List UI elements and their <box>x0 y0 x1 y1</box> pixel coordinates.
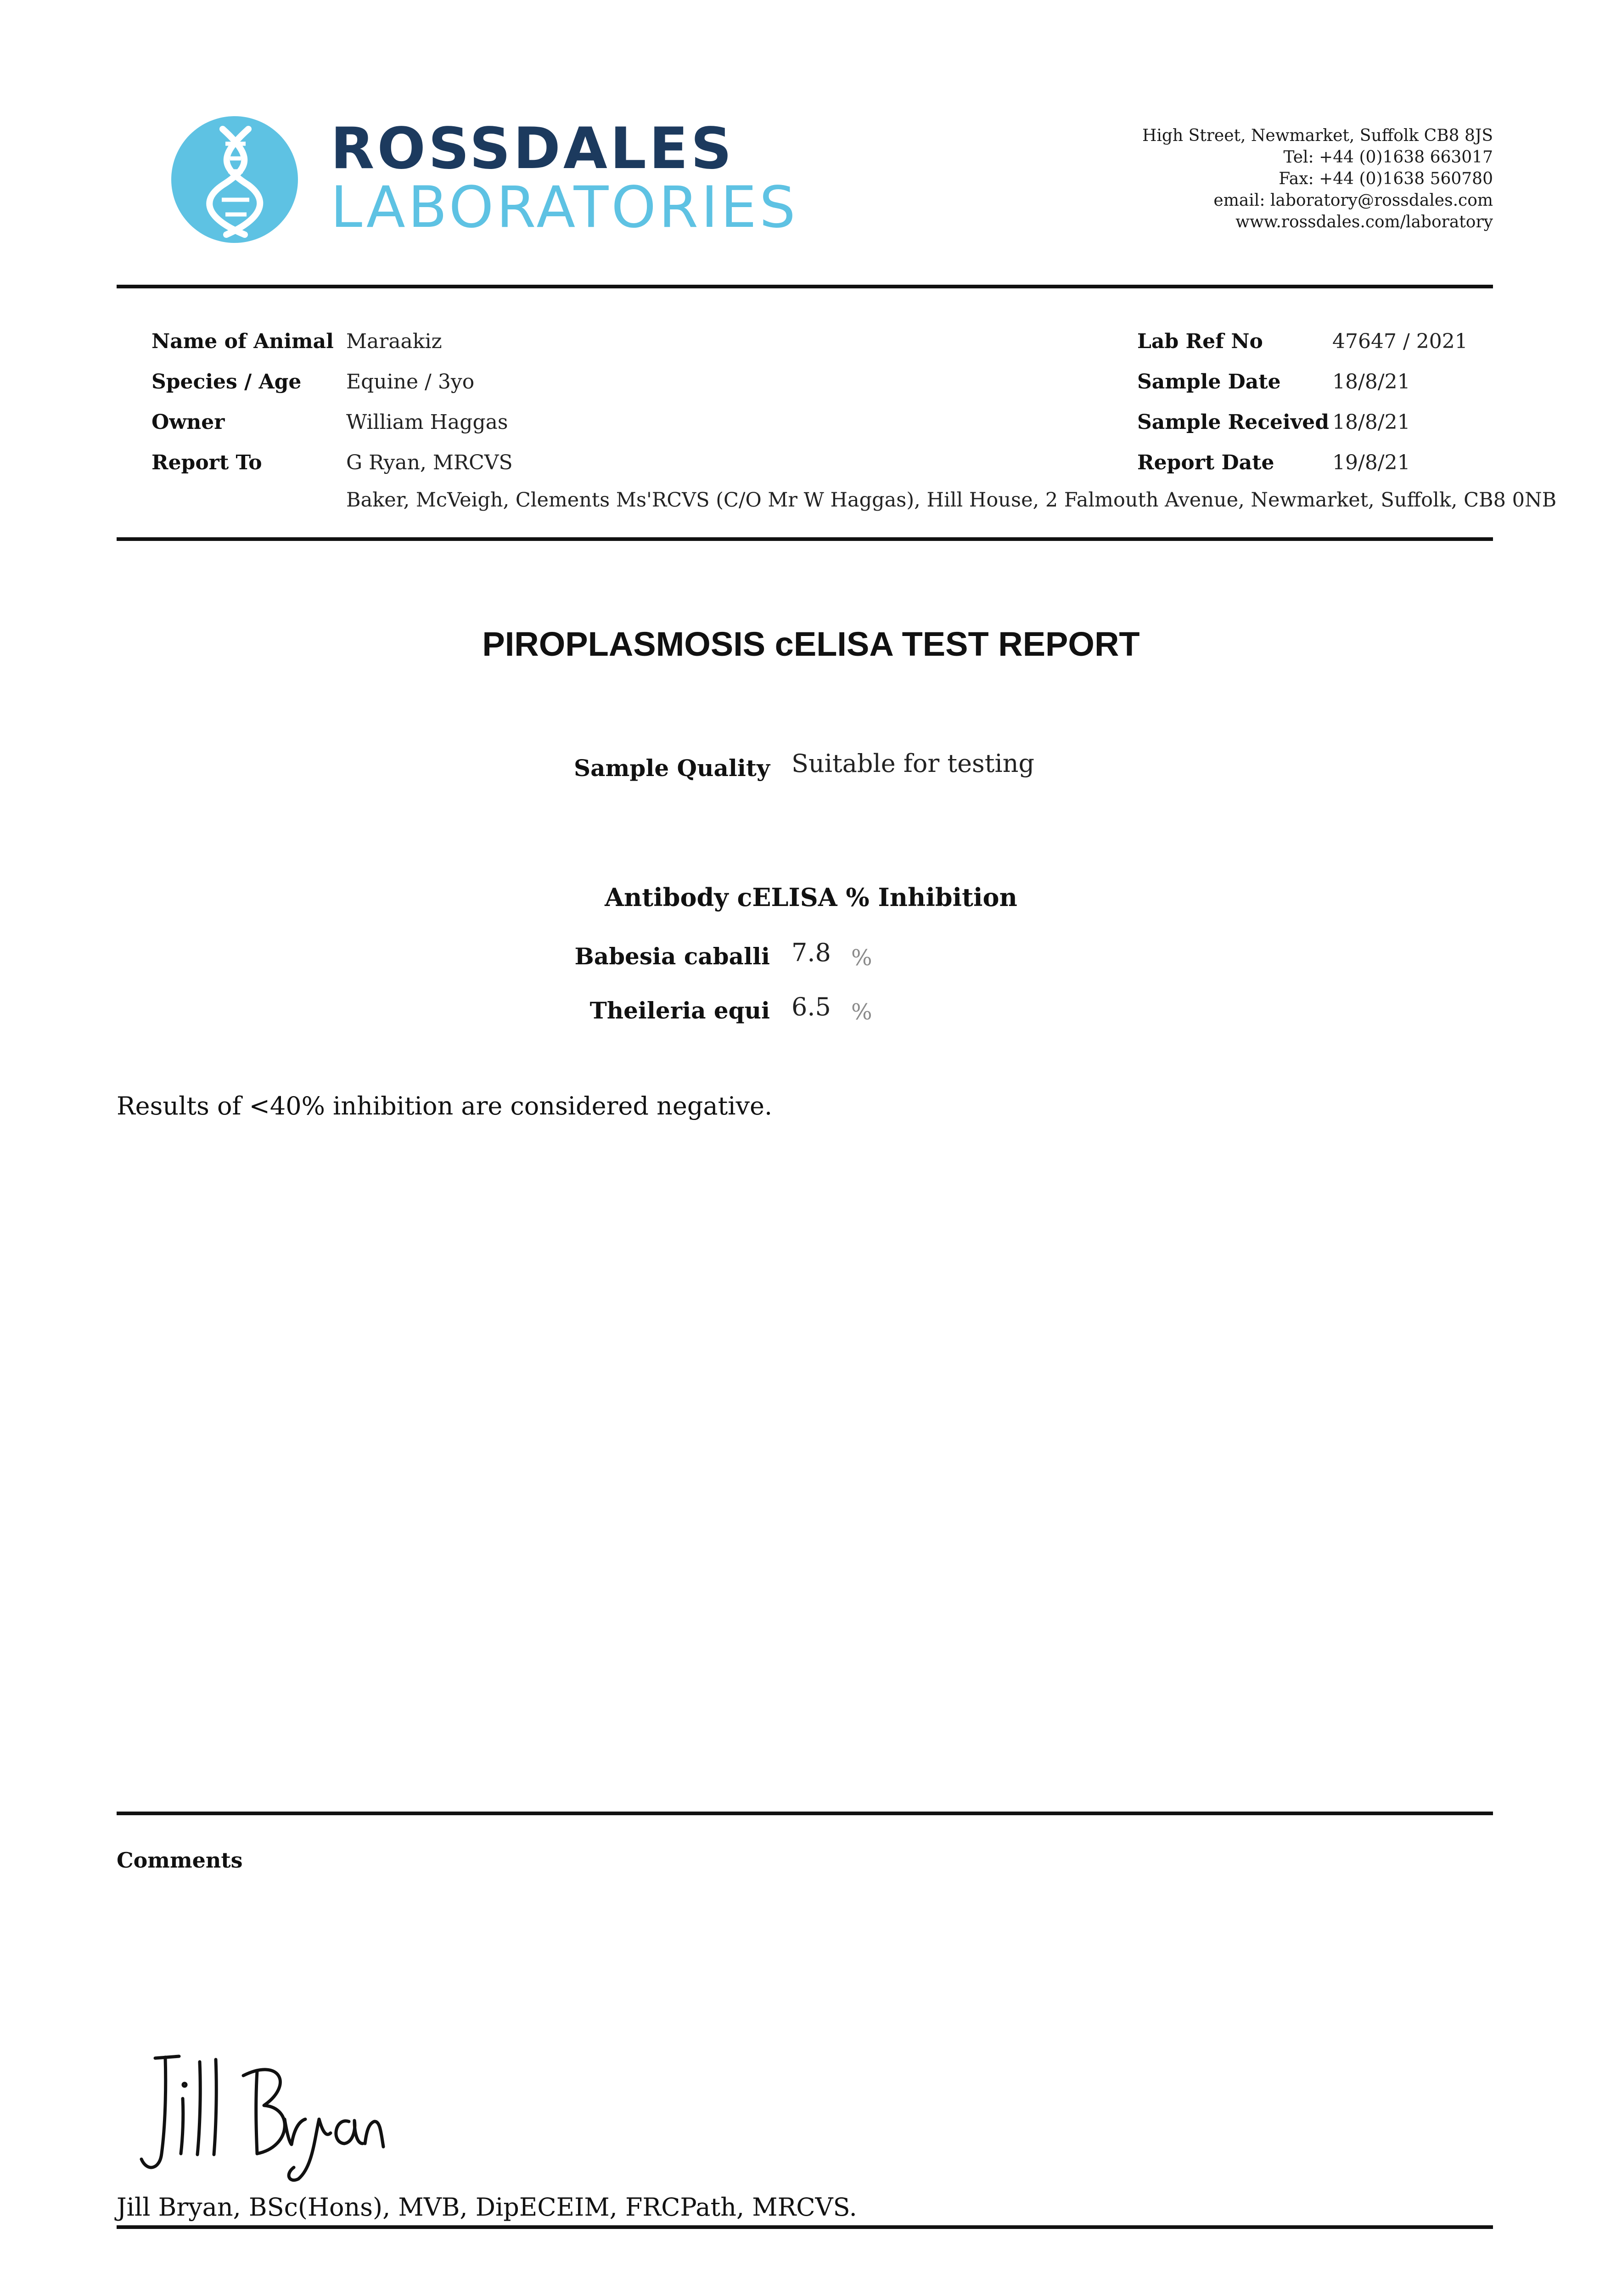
comments-label: Comments <box>117 1848 243 1873</box>
contact-website: www.rossdales.com/laboratory <box>1235 213 1493 231</box>
babesia-caballi-unit: % <box>851 945 872 971</box>
footer-divider <box>117 2225 1493 2229</box>
babesia-caballi-label: Babesia caballi <box>574 943 770 970</box>
owner-label: Owner <box>152 411 225 434</box>
sample-date-label: Sample Date <box>1137 370 1281 394</box>
contact-email: email: laboratory@rossdales.com <box>1213 191 1493 210</box>
name-of-animal-label: Name of Animal <box>152 330 334 353</box>
info-divider <box>117 537 1493 541</box>
owner-value: William Haggas <box>346 411 508 434</box>
theileria-equi-value: 6.5 <box>791 992 831 1021</box>
signatory-name: Jill Bryan, BSc(Hons), MVB, DipECEIM, FRCPath, MRCVS. <box>117 2193 857 2222</box>
brand-name-line2: LABORATORIES <box>331 174 798 241</box>
theileria-equi-label: Theileria equi <box>589 997 770 1024</box>
sample-received-label: Sample Received <box>1137 411 1330 434</box>
species-age-value: Equine / 3yo <box>346 370 475 394</box>
brand-name-line1: ROSSDALES <box>331 116 735 182</box>
dna-helix-icon <box>171 116 298 243</box>
species-age-label: Species / Age <box>152 370 302 394</box>
theileria-equi-unit: % <box>851 999 872 1025</box>
report-to-address: Baker, McVeigh, Clements Ms'RCVS (C/O Mr W Haggas), Hill House, 2 Falmouth Avenue, Newmarket, Suffolk, CB8 0NB <box>346 489 1557 512</box>
sample-quality-value: Suitable for testing <box>791 749 1035 778</box>
contact-block <box>1142 125 1493 233</box>
sample-date-value: 18/8/21 <box>1332 370 1410 394</box>
contact-tel: Tel: +44 (0)1638 663017 <box>1283 148 1493 167</box>
report-to-value: G Ryan, MRCVS <box>346 451 513 474</box>
lab-ref-value: 47647 / 2021 <box>1332 330 1468 353</box>
report-title: PIROPLASMOSIS cELISA TEST REPORT <box>482 625 1140 663</box>
contact-address: High Street, Newmarket, Suffolk CB8 8JS <box>1142 126 1493 145</box>
lab-ref-label: Lab Ref No <box>1137 330 1263 353</box>
report-date-label: Report Date <box>1137 451 1274 474</box>
babesia-caballi-value: 7.8 <box>791 938 831 967</box>
signature-image <box>133 2039 390 2190</box>
interpretation-note: Results of <40% inhibition are considered negative. <box>117 1092 773 1120</box>
contact-fax: Fax: +44 (0)1638 560780 <box>1279 169 1493 188</box>
sample-received-value: 18/8/21 <box>1332 411 1410 434</box>
header-divider <box>117 285 1493 288</box>
name-of-animal-value: Maraakiz <box>346 330 442 353</box>
report-to-label: Report To <box>152 451 262 474</box>
section-heading: Antibody cELISA % Inhibition <box>605 883 1017 912</box>
comments-divider <box>117 1812 1493 1815</box>
report-date-value: 19/8/21 <box>1332 451 1410 474</box>
sample-quality-label: Sample Quality <box>573 754 770 782</box>
